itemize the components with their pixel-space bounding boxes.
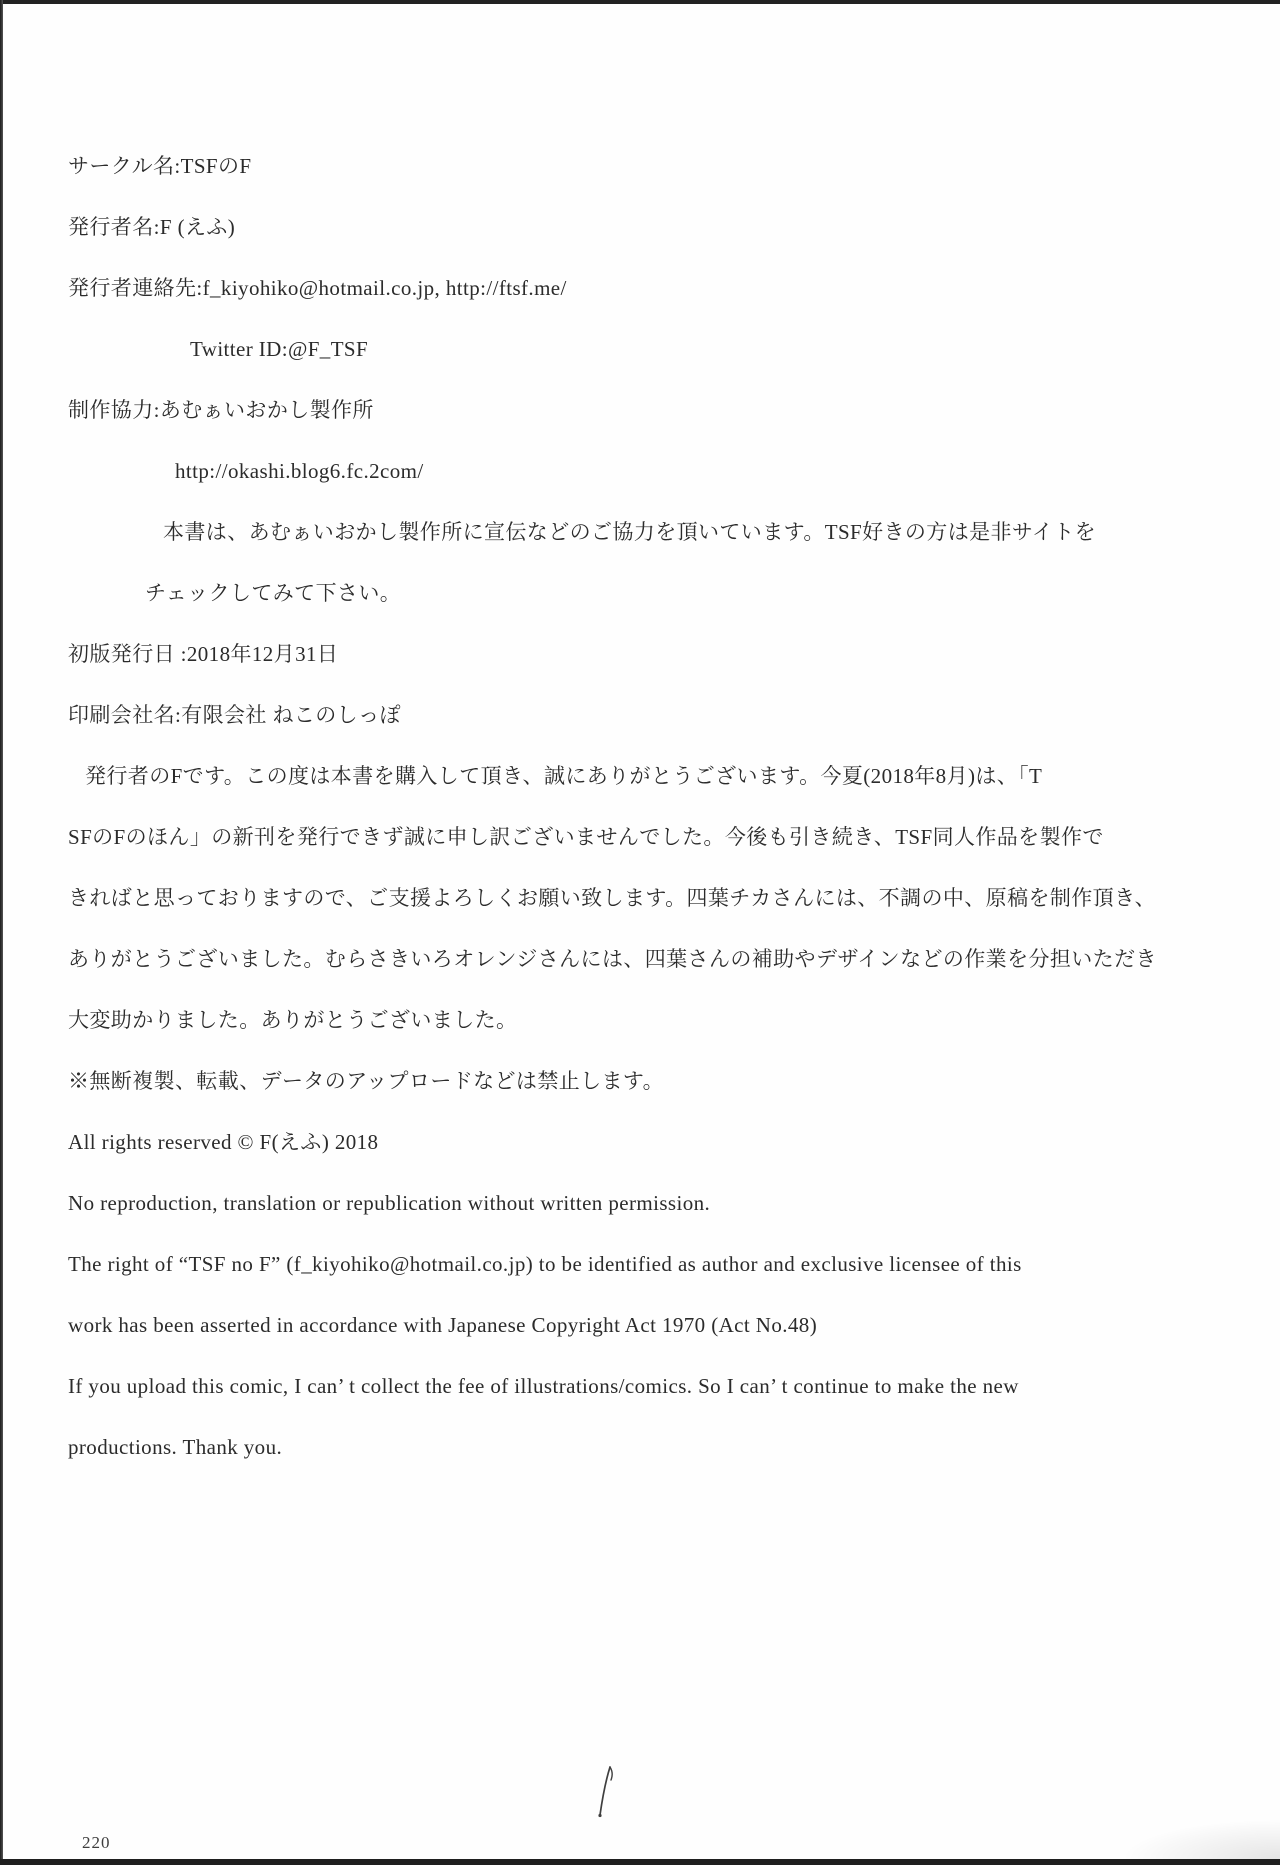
document-body [68, 136, 1230, 1478]
scan-edge-top [0, 0, 1280, 4]
text-line: きればと思っておりますので、ご支援よろしくお願い致します。四葉チカさんには、不調の中、原稿を制作頂き、 [68, 886, 1157, 910]
page-number: 220 [82, 1833, 111, 1852]
text-line: ありがとうございました。むらさきいろオレンジさんには、四葉さんの補助やデザインなどの作業を分担いただき [68, 947, 1157, 971]
scan-edge-left [0, 0, 3, 1865]
text-line: ※無断複製、転載、データのアップロードなどは禁止します。 [68, 1069, 665, 1093]
text-line: All rights reserved © F(えふ) 2018 [68, 1130, 379, 1154]
text-line: 発行者のFです。この度は本書を購入して頂き、誠にありがとうございます。今夏(2018年8月)は、「T [85, 764, 1043, 788]
text-line: 発行者名:F (えふ) [68, 215, 236, 239]
scan-edge-bottom [0, 1859, 1280, 1865]
text-line: productions. Thank you. [68, 1435, 283, 1459]
text-line: No reproduction, translation or republication without written permission. [68, 1191, 711, 1215]
text-line: If you upload this comic, I can’ t collect the fee of illustrations/comics. So I can’ t continue to make the new [68, 1374, 1019, 1398]
text-line: サークル名:TSFのF [68, 154, 252, 178]
text-line: 初版発行日 :2018年12月31日 [68, 642, 339, 666]
text-line: 制作協力:あむぁいおかし製作所 [68, 398, 374, 422]
scan-corner-smudge [1120, 1819, 1280, 1859]
text-line: The right of “TSF no F” (f_kiyohiko@hotmail.co.jp) to be identified as author and exclusive licensee of this [68, 1252, 1022, 1276]
text-line: work has been asserted in accordance with Japanese Copyright Act 1970 (Act No.48) [68, 1313, 818, 1337]
text-line: 大変助かりました。ありがとうございました。 [68, 1008, 518, 1032]
text-line: 印刷会社名:有限会社 ねこのしっぽ [68, 703, 401, 727]
text-line: http://okashi.blog6.fc.2com/ [175, 459, 424, 483]
text-line: 発行者連絡先:f_kiyohiko@hotmail.co.jp, http://ftsf.me/ [68, 276, 567, 300]
text-line: 本書は、あむぁいおかし製作所に宣伝などのご協力を頂いています。TSF好きの方は是非サイトを [163, 520, 1097, 544]
text-line: チェックしてみて下さい。 [145, 581, 402, 605]
text-line: Twitter ID:@F_TSF [190, 337, 369, 361]
pen-stroke-mark [596, 1763, 618, 1819]
text-line: SFのFのほん」の新刊を発行できず誠に申し訳ございませんでした。今後も引き続き、TSF同人作品を製作で [68, 825, 1104, 849]
